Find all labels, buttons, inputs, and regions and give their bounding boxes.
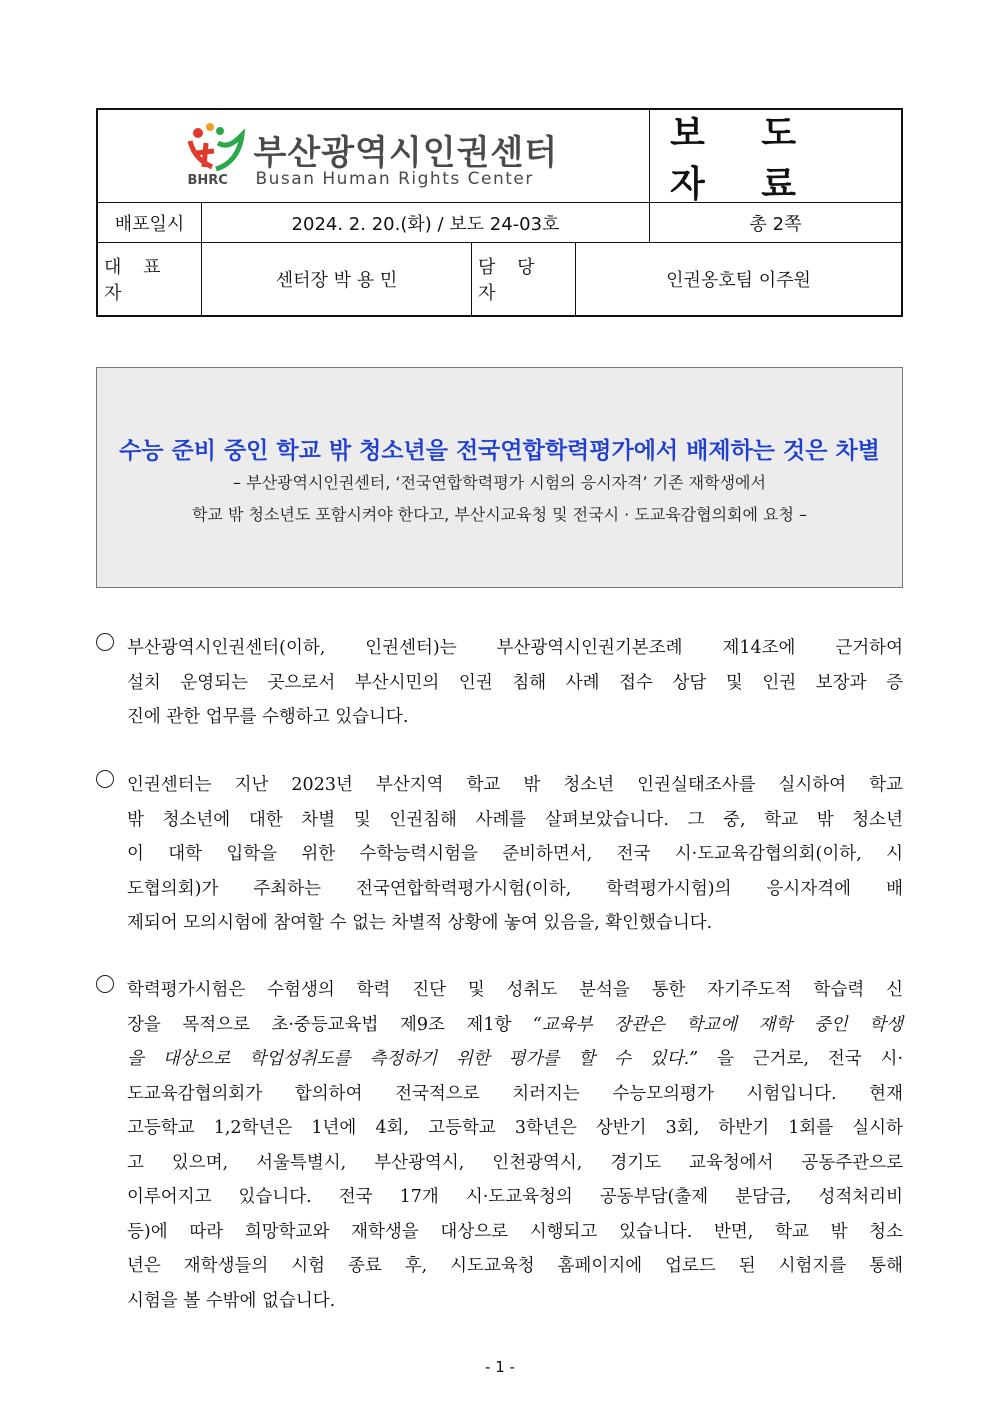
paragraph-line: 도교육감협의회가 합의하여 전국적으로 치러지는 수능모의평가 시험입니다. 현재 bbox=[127, 1083, 903, 1104]
rep-label: 대 표 자 bbox=[98, 243, 202, 315]
paragraph-line: 인권센터는 지난 2023년 부산지역 학교 밖 청소년 인권실태조사를 실시하여 학교 bbox=[127, 775, 903, 795]
paragraph-line: 이루어지고 있습니다. 전국 17개 시·도교육청의 공동부담(출제 분담금, 성적처리비 bbox=[127, 1187, 903, 1207]
paragraph-line: 이 대학 입학을 위한 수학능력시험을 준비하면서, 전국 시·도교육감협의회(이하, 시 bbox=[127, 844, 903, 864]
paragraph-line: 등)에 따라 희망학교와 재학생을 대상으로 시행되고 있습니다. 반면, 학교 밖 청소 bbox=[127, 1221, 903, 1242]
staff-label: 담 당 자 bbox=[472, 243, 576, 315]
paragraph-line bbox=[127, 1008, 903, 1043]
paragraph-1 bbox=[96, 631, 903, 735]
headline: 수능 준비 중인 학교 밖 청소년을 전국연합학력평가에서 배제하는 것은 차별 bbox=[119, 438, 880, 464]
doc-type: 보 도 자 료 bbox=[670, 113, 819, 205]
rep-value: 센터장 박 용 민 bbox=[202, 243, 472, 315]
org-name-ko: 부산광역시인권센터 bbox=[253, 133, 559, 173]
circle-bullet-icon bbox=[96, 975, 114, 993]
paragraph-line: 년은 재학생들의 시험 종료 후, 시도교육청 홈페이지에 업로드 된 시험지를 통해 bbox=[127, 1256, 903, 1276]
paragraph-2 bbox=[96, 768, 903, 941]
law-quote: “교육부 장관은 학교에 재학 중인 학생 bbox=[532, 1014, 903, 1035]
paragraph-line: 도협의회)가 주최하는 전국연합학력평가시험(이하, 학력평가시험)의 응시자격에 배 bbox=[127, 878, 903, 899]
staff-value: 인권옹호팀 이주원 bbox=[666, 270, 811, 291]
paragraph-line: 제되어 모의시험에 참여할 수 없는 차별적 상황에 놓여 있음을, 확인했습니다. bbox=[127, 913, 713, 933]
paragraph-text: 장을 목적으로 초·중등교육법 제9조 제1항 bbox=[127, 1014, 533, 1035]
org-name-en: Busan Human Rights Center bbox=[255, 169, 534, 189]
paragraph-line: 시험을 볼 수밖에 없습니다. bbox=[127, 1290, 336, 1311]
paragraph-line: 고 있으며, 서울특별시, 부산광역시, 인천광역시, 경기도 교육청에서 공동주관으로 bbox=[127, 1152, 903, 1173]
org-logo bbox=[184, 121, 564, 191]
page-number: - 1 - bbox=[485, 1358, 515, 1376]
header-row-release bbox=[98, 203, 901, 243]
paragraph-line: 부산광역시인권센터(이하, 인권센터)는 부산광역시인권기본조례 제14조에 근거하여 bbox=[127, 638, 903, 658]
paragraph-line: 설치 운영되는 곳으로서 부산시민의 인권 침해 사례 접수 상담 및 인권 보장과 증 bbox=[127, 672, 903, 693]
subheadline-line-1: – 부산광역시인권센터, ‘전국연합학력평가 시험의 응시자격’ 기존 재학생에서 bbox=[233, 473, 766, 492]
org-abbr: BHRC bbox=[187, 173, 228, 188]
paragraph-text: 을 근거로, 전국 시· bbox=[698, 1049, 904, 1069]
law-quote: 을 대상으로 학업성취도를 측정하기 위한 평가를 할 수 있다.” bbox=[127, 1049, 699, 1069]
page-count: 총 2쪽 bbox=[749, 213, 802, 235]
paragraph-line: 학력평가시험은 수험생의 학력 진단 및 성취도 분석을 통한 자기주도적 학습력 신 bbox=[127, 980, 903, 1000]
circle-bullet-icon bbox=[96, 633, 114, 651]
headline-box bbox=[96, 367, 903, 588]
release-label: 배포일시 bbox=[98, 203, 202, 242]
paragraph-line: 진에 관한 업무를 수행하고 있습니다. bbox=[127, 707, 409, 727]
header-row-org bbox=[98, 110, 901, 203]
header-row-contacts bbox=[98, 243, 901, 315]
header-table bbox=[96, 108, 903, 317]
paragraph-3 bbox=[96, 973, 903, 1318]
subheadline-line-2: 학교 밖 청소년도 포함시켜야 한다고, 부산시교육청 및 전국시 · 도교육감협의회에 요청 – bbox=[191, 505, 808, 524]
paragraph-line: 밖 청소년에 대한 차별 및 인권침해 사례를 살펴보았습니다. 그 중, 학교 밖 청소년 bbox=[127, 809, 903, 830]
release-value: 2024. 2. 20.(화) / 보도 24-03호 bbox=[202, 203, 650, 242]
paragraph-line: 고등학교 1,2학년은 1년에 4회, 고등학교 3학년은 상반기 3회, 하반기 1회를 실시하 bbox=[127, 1118, 903, 1138]
logo-cell bbox=[98, 110, 650, 202]
circle-bullet-icon bbox=[96, 770, 114, 788]
paragraph-line bbox=[127, 1042, 903, 1077]
